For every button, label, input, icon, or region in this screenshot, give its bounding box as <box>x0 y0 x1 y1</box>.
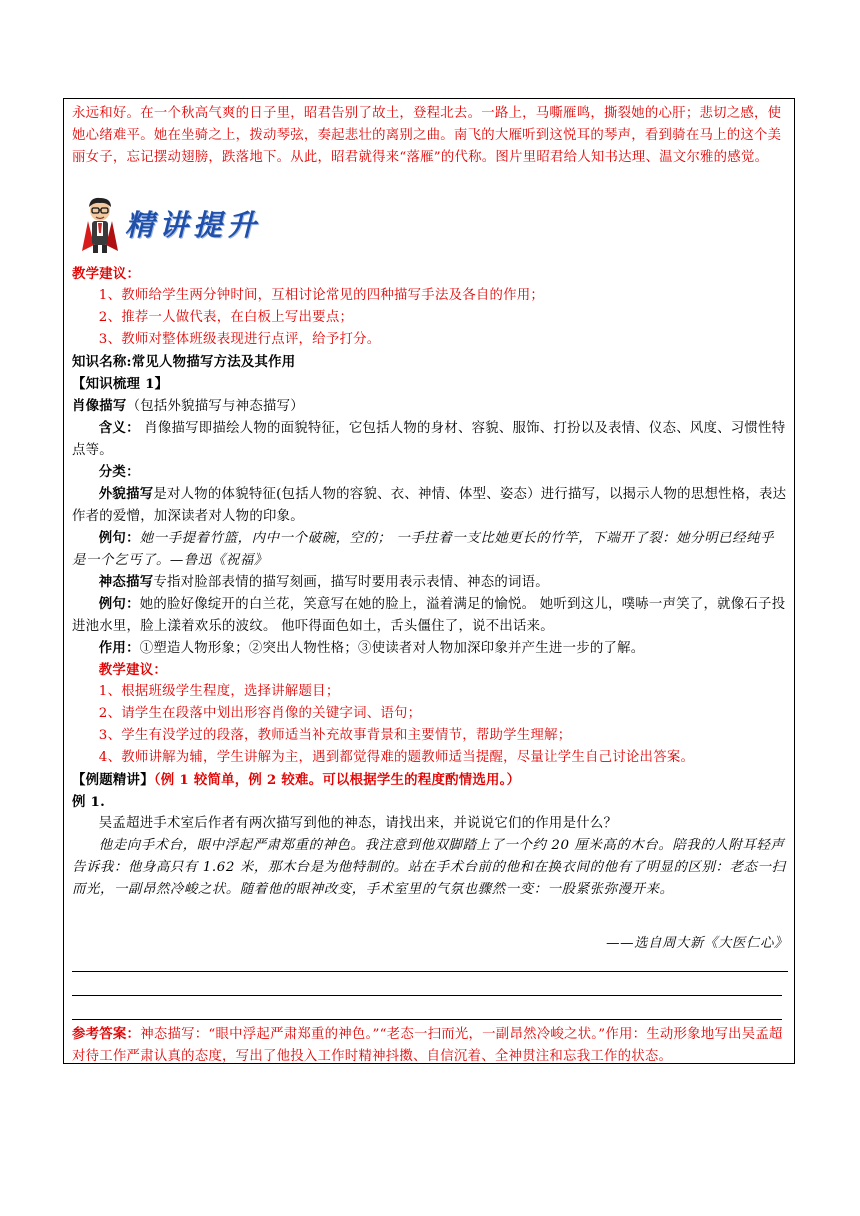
knowledge-tag: 【知识梳理 1】 <box>72 376 169 392</box>
appearance-label: 外貌描写 <box>98 486 154 502</box>
suggestion-heading: 教学建议： <box>72 266 141 282</box>
portrait-title-note: （包括外貌描写与神态描写） <box>126 399 304 414</box>
answer-line[interactable] <box>72 1019 782 1020</box>
question-text: 吴孟超进手术室后作者有两次描写到他的神态，请找出来，并说说它们的作用是什么？ <box>98 816 618 831</box>
example-number: 例 1. <box>72 794 106 810</box>
example2-text: 她的脸好像绽开的白兰花，笑意写在她的脸上，溢着满足的愉悦。 她听到这儿，噗哧一声笑了，就像石子投进池水里，脸上漾着欢乐的波纹。 他吓得面色如土，舌头僵住了，说不出话来。 <box>72 597 786 634</box>
meaning-text: 肖像描写即描绘人物的面貌特征，它包括人物的身材、容貌、服饰、打扮以及表情、仪态、风度、习惯性特点等。 <box>72 421 786 458</box>
answer-text: 神态描写：“眼中浮起严肃郑重的神色。”“老态一扫而光，一副昂然冷峻之状。”作用：生动形象地写出吴孟超对待工作严肃认真的态度，写出了他投入工作时精神抖擞、自信沉着、全神贯注和忘我工作的状态。 <box>72 1027 783 1064</box>
example-section-heading <box>72 769 788 791</box>
passage-text: 他走向手术台，眼中浮起严肃郑重的神色。我注意到他双脚踏上了一个约 20 厘米高的木台。陪我的人附耳轻声告诉我：他身高只有 1.62 米，那木台是为他特制的。站在手术台前的他和在换衣间的他有了明显的区别：老态一扫而光，一副昂然冷峻之状。随着他的眼神改变，手术室里的气氛也骤然一变：一股紧张弥漫开来。 <box>72 838 786 897</box>
example1-label: 例句： <box>98 530 140 546</box>
example-section-tag: 【例题精讲】 <box>72 772 154 788</box>
example-section-note: （例 1 较简单，例 2 较难。可以根据学生的程度酌情选用。） <box>153 772 521 788</box>
appearance-text: 是对人物的体貌特征(包括人物的容貌、衣、神情、体型、姿态）进行描写，以揭示人物的思想性格，表达作者的爱憎，加深读者对人物的印象。 <box>72 487 787 524</box>
passage-source: ——选自周大新《大医仁心》 <box>606 936 788 951</box>
knowledge-name: 知识名称:常见人物描写方法及其作用 <box>72 354 296 370</box>
answer-label: 参考答案： <box>72 1026 141 1042</box>
effect-text: ①塑造人物形象；②突出人物性格；③使读者对人物加深印象并产生进一步的了解。 <box>139 641 645 656</box>
suggestion-item: 1、根据班级学生程度，选择讲解题目； <box>98 684 340 699</box>
suggestion-heading: 教学建议： <box>98 662 167 678</box>
answer-line[interactable] <box>72 995 782 996</box>
lesson-content <box>64 99 794 1063</box>
expression-paragraph <box>72 571 788 594</box>
example2-label: 例句： <box>98 596 140 612</box>
lesson-table-cell <box>63 98 795 1064</box>
effect-paragraph <box>72 637 788 660</box>
banner-title: 精讲提升 <box>125 208 262 242</box>
suggestion-item: 1、教师给学生两分钟时间，互相讨论常见的四种描写手法及各自的作用； <box>98 288 545 303</box>
suggestion-item: 2、推荐一人做代表，在白板上写出要点； <box>98 310 354 325</box>
category-label: 分类： <box>98 464 140 480</box>
example1-text: 她一手提着竹篮，内中一个破碗，空的； 一手拄着一支比她更长的竹竿，下端开了裂：她分明已经纯乎是一个乞丐了。—鲁迅《祝福》 <box>72 531 775 568</box>
portrait-title-label: 肖像描写 <box>72 398 127 414</box>
banner <box>80 195 300 251</box>
example1-paragraph <box>72 527 788 572</box>
expression-label: 神态描写 <box>98 574 154 590</box>
answer-paragraph <box>72 1023 788 1068</box>
suggestion-item: 3、教师对整体班级表现进行点评，给予打分。 <box>98 332 381 347</box>
appearance-paragraph <box>72 483 788 528</box>
suggestion-item: 3、学生有没学过的段落，教师适当补充故事背景和主要情节，帮助学生理解； <box>98 728 572 743</box>
story-paragraph: 永远和好。在一个秋高气爽的日子里，昭君告别了故土，登程北去。一路上，马嘶雁鸣，撕裂她的心肝；悲切之感，使她心绪难平。她在坐骑之上，拨动琴弦，奏起悲壮的离别之曲。南飞的大雁听到这悦耳的琴声，看到骑在马上的这个美丽女子，忘记摆动翅膀，跌落地下。从此，昭君就得来“落雁”的代称。图片里昭君给人知书达理、温文尔雅的感觉。 <box>72 106 782 165</box>
answer-line[interactable] <box>72 971 788 972</box>
meaning-label: 含义： <box>98 420 140 436</box>
suggestion-item: 4、教师讲解为辅，学生讲解为主，遇到都觉得难的题教师适当提醒，尽量让学生自己讨论出答案。 <box>98 750 695 765</box>
meaning-paragraph <box>72 417 788 462</box>
example2-paragraph <box>72 593 788 638</box>
suggestion-item: 2、请学生在段落中划出形容肖像的关键字词、语句； <box>98 706 422 721</box>
effect-label: 作用： <box>98 640 140 656</box>
teacher-avatar-icon <box>80 195 120 255</box>
portrait-title <box>72 395 788 418</box>
expression-text: 专指对脸部表情的描写刻画，描写时要用表示表情、神态的词语。 <box>153 575 549 590</box>
